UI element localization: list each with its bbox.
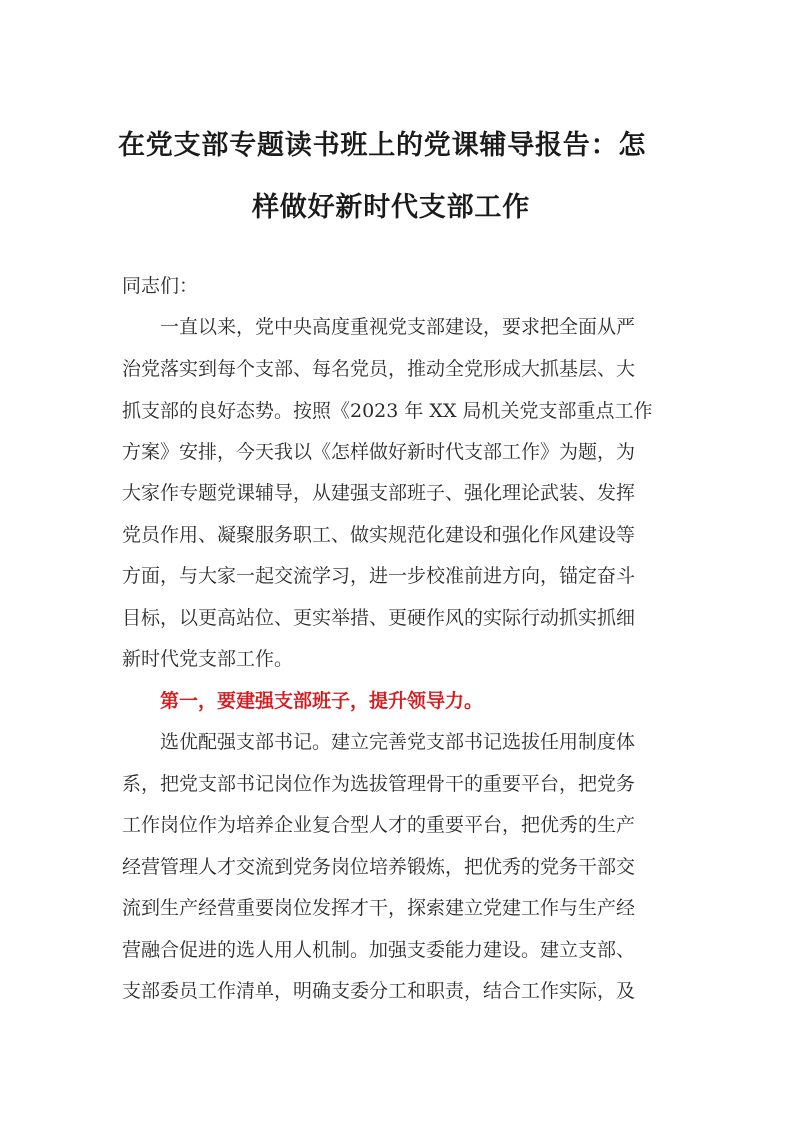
section-paragraph-line: 营融合促进的选人用人机制。加强支委能力建设。建立支部、 xyxy=(122,939,636,961)
section-heading: 第一，要建强支部班子，提升领导力。 xyxy=(160,690,484,712)
salutation: 同志们： xyxy=(122,275,199,297)
document-title-line-1: 在党支部专题读书班上的党课辅导报告：怎 xyxy=(118,130,647,161)
document-title-line-2: 样做好新时代支部工作 xyxy=(252,192,530,223)
intro-paragraph-line: 目标，以更高站位、更实举措、更硬作风的实际行动抓实抓细 xyxy=(122,607,636,629)
intro-paragraph-line: 一直以来，党中央高度重视党支部建设，要求把全面从严 xyxy=(160,316,636,338)
intro-paragraph-line: 方案》安排，今天我以《怎样做好新时代支部工作》为题，为 xyxy=(122,441,636,463)
intro-paragraph-line: 新时代党支部工作。 xyxy=(122,648,294,670)
section-paragraph-line: 经营管理人才交流到党务岗位培养锻炼，把优秀的党务干部交 xyxy=(122,856,636,878)
intro-paragraph-line: 抓支部的良好态势。按照《2023 年 XX 局机关党支部重点工作 xyxy=(122,400,653,422)
intro-paragraph-line: 治党落实到每个支部、每名党员，推动全党形成大抓基层、大 xyxy=(122,358,636,380)
section-paragraph-line: 流到生产经营重要岗位发挥才干，探索建立党建工作与生产经 xyxy=(122,897,636,919)
intro-paragraph-line: 党员作用、凝聚服务职工、做实规范化建设和强化作风建设等 xyxy=(122,524,636,546)
section-paragraph-line: 系，把党支部书记岗位作为选拔管理骨干的重要平台，把党务 xyxy=(122,773,636,795)
section-paragraph-line: 选优配强支部书记。建立完善党支部书记选拔任用制度体 xyxy=(160,731,636,753)
intro-paragraph-line: 方面，与大家一起交流学习，进一步校准前进方向，锚定奋斗 xyxy=(122,565,636,587)
section-paragraph-line: 支部委员工作清单，明确支委分工和职责，结合工作实际，及 xyxy=(122,980,636,1002)
intro-paragraph-line: 大家作专题党课辅导，从建强支部班子、强化理论武装、发挥 xyxy=(122,482,636,504)
section-paragraph-line: 工作岗位作为培养企业复合型人才的重要平台，把优秀的生产 xyxy=(122,814,636,836)
